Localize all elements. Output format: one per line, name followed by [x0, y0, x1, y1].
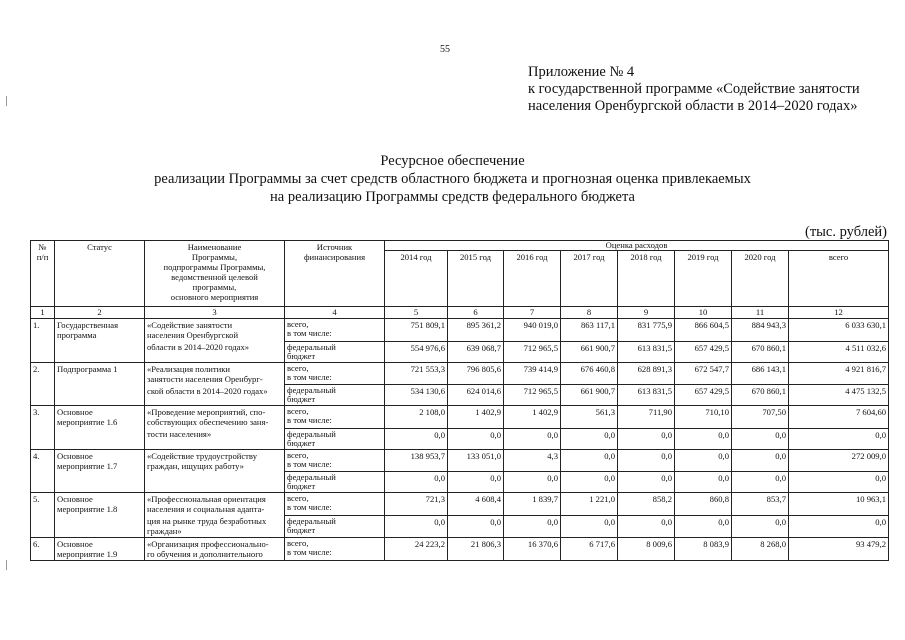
- row-number: 3.: [31, 406, 55, 450]
- header-year: 2017 год: [561, 251, 618, 307]
- value-cell: 624 014,6: [448, 385, 504, 406]
- source-total-label: всего, в том числе:: [285, 493, 385, 516]
- value-cell: 657 429,5: [675, 341, 732, 362]
- value-cell: 0,0: [561, 472, 618, 493]
- header-total: всего: [789, 251, 889, 307]
- value-cell: 711,90: [618, 406, 675, 429]
- value-cell: 661 900,7: [561, 385, 618, 406]
- source-total-label: всего, в том числе:: [285, 362, 385, 385]
- row-name-cont: ция на рынке труда безработных граждан»: [145, 515, 285, 538]
- row-name: «Проведение мероприятий, спо- собствующих обеспечению заня-: [145, 406, 285, 429]
- value-cell: 0,0: [675, 472, 732, 493]
- header-row: [31, 241, 889, 251]
- value-cell: 866 604,5: [675, 319, 732, 342]
- scan-margin-mark: [6, 96, 9, 106]
- header-year: 2019 год: [675, 251, 732, 307]
- col-number: 9: [618, 307, 675, 319]
- value-cell: 6 717,6: [561, 538, 618, 561]
- value-cell: 858,2: [618, 493, 675, 516]
- value-cell: 676 460,8: [561, 362, 618, 385]
- value-cell: 0,0: [618, 515, 675, 538]
- row-status: Основное мероприятие 1.6: [55, 406, 145, 450]
- table-subrow: [31, 472, 889, 493]
- value-cell: 4 608,4: [448, 493, 504, 516]
- value-cell: 24 223,2: [385, 538, 448, 561]
- source-federal-label: федеральный бюджет: [285, 385, 385, 406]
- table-subrow: [31, 428, 889, 449]
- value-cell: 860,8: [675, 493, 732, 516]
- header-num: № п/п: [31, 241, 55, 307]
- value-cell: 0,0: [561, 428, 618, 449]
- value-cell: 686 143,1: [732, 362, 789, 385]
- source-total-label: всего, в том числе:: [285, 538, 385, 561]
- value-cell: 0,0: [504, 472, 561, 493]
- col-number: 11: [732, 307, 789, 319]
- value-cell: 712 965,5: [504, 385, 561, 406]
- value-cell: 895 361,2: [448, 319, 504, 342]
- table-row: [31, 493, 889, 516]
- value-cell: 670 860,1: [732, 385, 789, 406]
- value-cell: 657 429,5: [675, 385, 732, 406]
- value-cell: 0,0: [504, 428, 561, 449]
- header-estimate: Оценка расходов: [385, 241, 889, 251]
- row-status: Подпрограмма 1: [55, 362, 145, 406]
- value-cell: 0,0: [789, 472, 889, 493]
- row-name: «Профессиональная ориентация населения и социальная адапта-: [145, 493, 285, 516]
- row-number: 5.: [31, 493, 55, 538]
- value-cell: 4 511 032,6: [789, 341, 889, 362]
- value-cell: 0,0: [675, 515, 732, 538]
- value-cell: 138 953,7: [385, 449, 448, 472]
- col-number: 5: [385, 307, 448, 319]
- value-cell: 0,0: [385, 428, 448, 449]
- col-number: 8: [561, 307, 618, 319]
- header-year: 2014 год: [385, 251, 448, 307]
- row-name: «Содействие трудоустройству граждан, ищущих работу»: [145, 449, 285, 472]
- appendix-heading: Приложение № 4 к государственной программе «Содействие занятости населения Оренбургской области в 2014–2020 годах»: [528, 64, 860, 114]
- value-cell: 712 965,5: [504, 341, 561, 362]
- row-number: 6.: [31, 538, 55, 561]
- header-status: Статус: [55, 241, 145, 307]
- row-name-cont: ской области в 2014–2020 годах»: [145, 385, 285, 406]
- value-cell: 0,0: [448, 428, 504, 449]
- header-year: 2018 год: [618, 251, 675, 307]
- value-cell: 0,0: [504, 515, 561, 538]
- value-cell: 710,10: [675, 406, 732, 429]
- value-cell: 4,3: [504, 449, 561, 472]
- units-label: (тыс. рублей): [805, 224, 887, 240]
- value-cell: 940 019,0: [504, 319, 561, 342]
- header-year: 2016 год: [504, 251, 561, 307]
- document-title: Ресурсное обеспечение реализации Программы за счет средств областного бюджета и прогнозная оценка привлекаемых на реализацию Программы средств федерального бюджета: [154, 153, 751, 205]
- table-row: [31, 449, 889, 472]
- value-cell: 613 831,5: [618, 341, 675, 362]
- value-cell: 0,0: [385, 515, 448, 538]
- value-cell: 831 775,9: [618, 319, 675, 342]
- row-number: 2.: [31, 362, 55, 406]
- row-name-cont: [145, 472, 285, 493]
- value-cell: 628 891,3: [618, 362, 675, 385]
- value-cell: 853,7: [732, 493, 789, 516]
- value-cell: 0,0: [448, 515, 504, 538]
- source-total-label: всего, в том числе:: [285, 406, 385, 429]
- table-subrow: [31, 385, 889, 406]
- row-name: «Реализация политики занятости населения Оренбург-: [145, 362, 285, 385]
- value-cell: 1 402,9: [504, 406, 561, 429]
- source-federal-label: федеральный бюджет: [285, 515, 385, 538]
- header-source: Источник финансирования: [285, 241, 385, 307]
- col-number: 6: [448, 307, 504, 319]
- table-row: [31, 406, 889, 429]
- value-cell: 8 009,6: [618, 538, 675, 561]
- source-federal-label: федеральный бюджет: [285, 472, 385, 493]
- value-cell: 796 805,6: [448, 362, 504, 385]
- column-numbers-row: [31, 307, 889, 319]
- value-cell: 0,0: [732, 449, 789, 472]
- value-cell: 0,0: [732, 515, 789, 538]
- value-cell: 672 547,7: [675, 362, 732, 385]
- value-cell: 0,0: [618, 428, 675, 449]
- value-cell: 0,0: [618, 472, 675, 493]
- row-name-cont: области в 2014–2020 годах»: [145, 341, 285, 362]
- row-status: Государственная программа: [55, 319, 145, 363]
- value-cell: 93 479,2: [789, 538, 889, 561]
- value-cell: 1 402,9: [448, 406, 504, 429]
- resource-table: [30, 240, 889, 561]
- value-cell: 661 900,7: [561, 341, 618, 362]
- value-cell: 0,0: [561, 449, 618, 472]
- row-name: «Организация профессионально- го обучения и дополнительного: [145, 538, 285, 561]
- value-cell: 721,3: [385, 493, 448, 516]
- col-number: 4: [285, 307, 385, 319]
- table-row: [31, 319, 889, 342]
- row-number: 4.: [31, 449, 55, 493]
- value-cell: 4 921 816,7: [789, 362, 889, 385]
- col-number: 12: [789, 307, 889, 319]
- value-cell: 0,0: [448, 472, 504, 493]
- value-cell: 534 130,6: [385, 385, 448, 406]
- col-number: 10: [675, 307, 732, 319]
- value-cell: 0,0: [675, 449, 732, 472]
- value-cell: 561,3: [561, 406, 618, 429]
- table-subrow: [31, 341, 889, 362]
- value-cell: 721 553,3: [385, 362, 448, 385]
- value-cell: 21 806,3: [448, 538, 504, 561]
- value-cell: 6 033 630,1: [789, 319, 889, 342]
- value-cell: 7 604,60: [789, 406, 889, 429]
- value-cell: 0,0: [732, 472, 789, 493]
- value-cell: 133 051,0: [448, 449, 504, 472]
- value-cell: 639 068,7: [448, 341, 504, 362]
- source-total-label: всего, в том числе:: [285, 449, 385, 472]
- value-cell: 613 831,5: [618, 385, 675, 406]
- value-cell: 0,0: [675, 428, 732, 449]
- value-cell: 272 009,0: [789, 449, 889, 472]
- value-cell: 554 976,6: [385, 341, 448, 362]
- value-cell: 707,50: [732, 406, 789, 429]
- value-cell: 16 370,6: [504, 538, 561, 561]
- table-row: [31, 362, 889, 385]
- value-cell: 10 963,1: [789, 493, 889, 516]
- value-cell: 670 860,1: [732, 341, 789, 362]
- col-number: 7: [504, 307, 561, 319]
- header-name: Наименование Программы, подпрограммы Программы, ведомственной целевой программы, основного мероприятия: [145, 241, 285, 307]
- source-federal-label: федеральный бюджет: [285, 428, 385, 449]
- value-cell: 884 943,3: [732, 319, 789, 342]
- value-cell: 4 475 132,5: [789, 385, 889, 406]
- value-cell: 8 083,9: [675, 538, 732, 561]
- value-cell: 0,0: [732, 428, 789, 449]
- row-name: «Содействие занятости населения Оренбургской: [145, 319, 285, 342]
- value-cell: 0,0: [618, 449, 675, 472]
- col-number: 1: [31, 307, 55, 319]
- source-federal-label: федеральный бюджет: [285, 341, 385, 362]
- value-cell: 0,0: [385, 472, 448, 493]
- row-number: 1.: [31, 319, 55, 363]
- page-number: 55: [440, 44, 450, 55]
- value-cell: 1 839,7: [504, 493, 561, 516]
- header-year: 2015 год: [448, 251, 504, 307]
- row-status: Основное мероприятие 1.9: [55, 538, 145, 561]
- value-cell: 0,0: [789, 428, 889, 449]
- row-status: Основное мероприятие 1.8: [55, 493, 145, 538]
- col-number: 2: [55, 307, 145, 319]
- value-cell: 751 809,1: [385, 319, 448, 342]
- source-total-label: всего, в том числе:: [285, 319, 385, 342]
- header-year: 2020 год: [732, 251, 789, 307]
- table-subrow: [31, 515, 889, 538]
- value-cell: 0,0: [561, 515, 618, 538]
- scan-margin-mark: [6, 560, 9, 570]
- value-cell: 1 221,0: [561, 493, 618, 516]
- table-row: [31, 538, 889, 561]
- value-cell: 0,0: [789, 515, 889, 538]
- value-cell: 8 268,0: [732, 538, 789, 561]
- value-cell: 863 117,1: [561, 319, 618, 342]
- value-cell: 739 414,9: [504, 362, 561, 385]
- row-status: Основное мероприятие 1.7: [55, 449, 145, 493]
- value-cell: 2 108,0: [385, 406, 448, 429]
- row-name-cont: тости населения»: [145, 428, 285, 449]
- col-number: 3: [145, 307, 285, 319]
